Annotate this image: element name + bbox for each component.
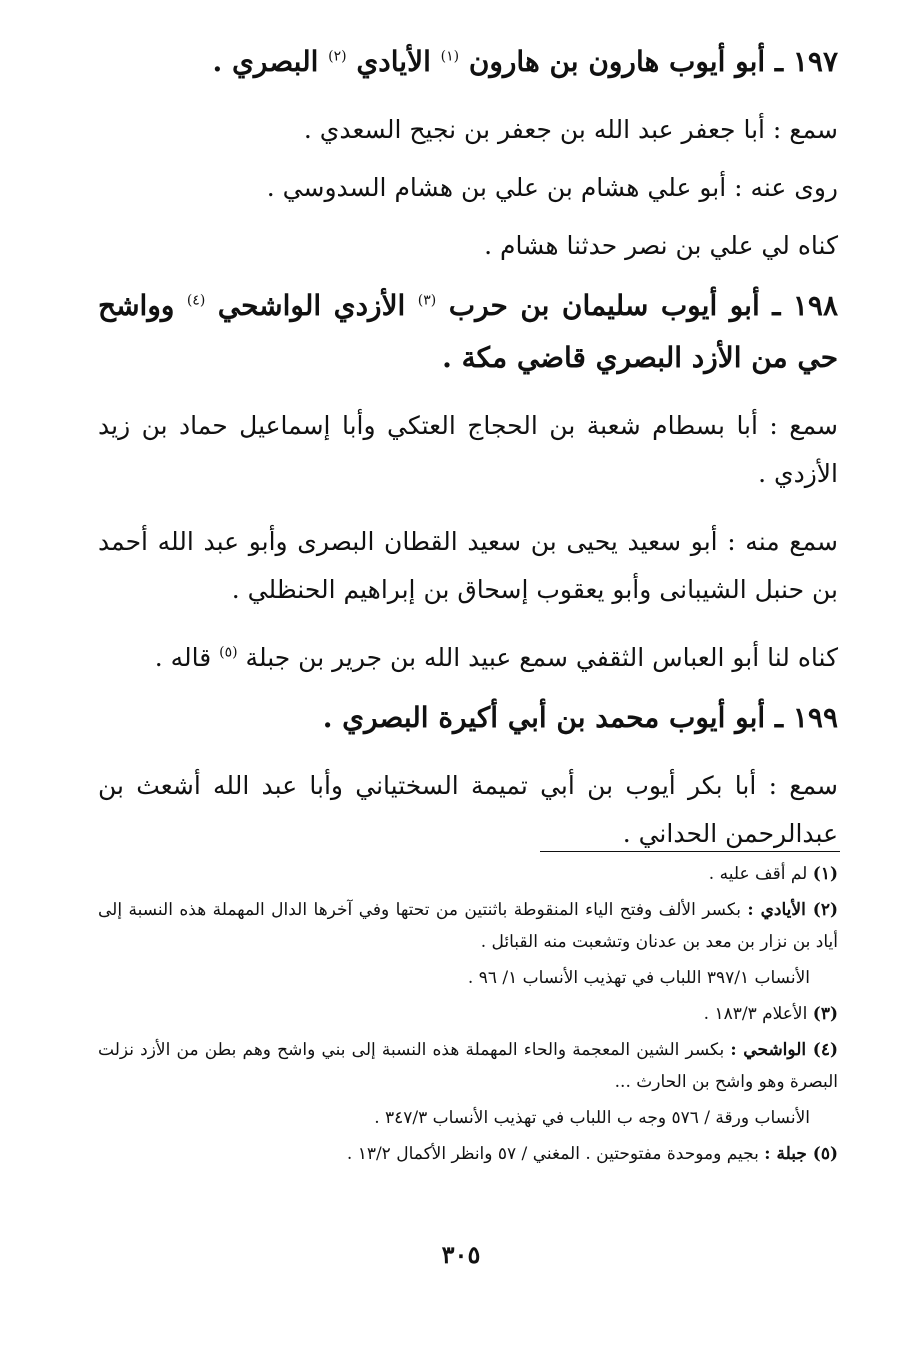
entry-197-heading-prefix: ١٩٧ ـ أبو أيوب هارون بن هارون	[468, 45, 838, 78]
footnote-ref-5: (٥)	[219, 644, 238, 661]
entry-197-heading-suffix: البصري .	[212, 45, 319, 78]
footnote-divider	[540, 851, 840, 852]
footnote-5-text: بجيم وموحدة مفتوحتين . المغني / ٥٧ وانظر الأكمال ١٣/٢ .	[346, 1144, 759, 1164]
footnote-1-text: لم أقف عليه .	[708, 864, 808, 884]
footnote-ref-2: (٢)	[328, 48, 347, 65]
footnote-3	[98, 998, 838, 1030]
footnote-3-text: الأعلام ١٨٣/٣ .	[703, 1004, 808, 1024]
footnote-4-text: بكسر الشين المعجمة والحاء المهملة هذه النسبة إلى بني واشح وهم بطن من الأزد نزلت البصرة وهو واشح بن الحارث ...	[98, 1040, 838, 1092]
footnote-2	[98, 894, 838, 958]
footnote-3-lead: (٣)	[812, 1004, 838, 1024]
entry-197-heading-mid: الأيادي	[356, 45, 431, 78]
footnote-2-ref: الأنساب ٣٩٧/١ اللباب في تهذيب الأنساب ١/ ٩٦ .	[467, 968, 810, 988]
footnote-1	[98, 858, 838, 890]
footnote-2-text: بكسر الألف وفتح الياء المنقوطة باثنتين من تحتها وفي آخرها الدال المهملة هذه النسبة إلى أياد بن نزار بن معد بن عدنان وتشعبت منه القبائل .	[98, 900, 838, 952]
entry-197-kunya: كناه لي علي بن نصر حدثنا هشام .	[484, 231, 838, 260]
footnote-5	[98, 1138, 838, 1170]
page-number: ٣٠٥	[441, 1240, 481, 1269]
footnote-ref-1: (١)	[440, 48, 460, 65]
entry-198-heading-mid: الأزدي الواشحي	[217, 289, 406, 322]
footnote-4-lead: (٤) الواشحي :	[730, 1040, 839, 1060]
entry-199-heard: سمع : أبا بكر أيوب بن أبي تميمة السختياني وأبا عبد الله أشعث بن عبدالرحمن الحداني .	[98, 771, 838, 848]
footnote-ref-4: (٤)	[186, 292, 206, 309]
footnotes	[98, 858, 838, 1174]
footnote-4	[98, 1034, 838, 1098]
footnote-2-lead: (٢) الأيادي :	[747, 900, 838, 920]
entry-197-heading	[98, 36, 838, 88]
entry-198-heading	[98, 280, 838, 384]
footnote-ref-3: (٣)	[417, 292, 437, 309]
entry-197-heard: سمع : أبا جعفر عبد الله بن جعفر بن نجيح السعدي .	[303, 115, 838, 144]
main-text	[98, 36, 838, 878]
entry-199-heading: ١٩٩ ـ أبو أيوب محمد بن أبي أكيرة البصري .	[322, 701, 838, 734]
footnote-4-ref: الأنساب ورقة / ٥٧٦ وجه ب اللباب في تهذيب الأنساب ٣٤٧/٣ .	[374, 1108, 810, 1128]
entry-198-heard-from: سمع منه : أبو سعيد يحيى بن سعيد القطان البصرى وأبو عبد الله أحمد بن حنبل الشيبانى وأبو يعقوب إسحاق بن إبراهيم الحنظلي .	[98, 527, 838, 604]
footnote-5-lead: (٥) جبلة :	[764, 1144, 838, 1164]
entry-197-narrated: روى عنه : أبو علي هشام بن علي بن هشام السدوسي .	[266, 173, 838, 202]
footnote-1-lead: (١)	[812, 864, 838, 884]
entry-198-kunya	[98, 634, 838, 682]
entry-198-kunya-prefix: كناه لنا أبو العباس الثقفي سمع عبيد الله بن جرير بن جبلة	[245, 643, 838, 672]
entry-198-kunya-suffix: قاله .	[154, 643, 212, 672]
entry-198-heard: سمع : أبا بسطام شعبة بن الحجاج العتكي وأبا إسماعيل حماد بن زيد الأزدي .	[98, 411, 838, 488]
entry-198-heading-prefix: ١٩٨ ـ أبو أيوب سليمان بن حرب	[448, 289, 838, 322]
entry-198-heading-suffix: وواشح حي من الأزد البصري قاضي مكة .	[98, 289, 838, 374]
